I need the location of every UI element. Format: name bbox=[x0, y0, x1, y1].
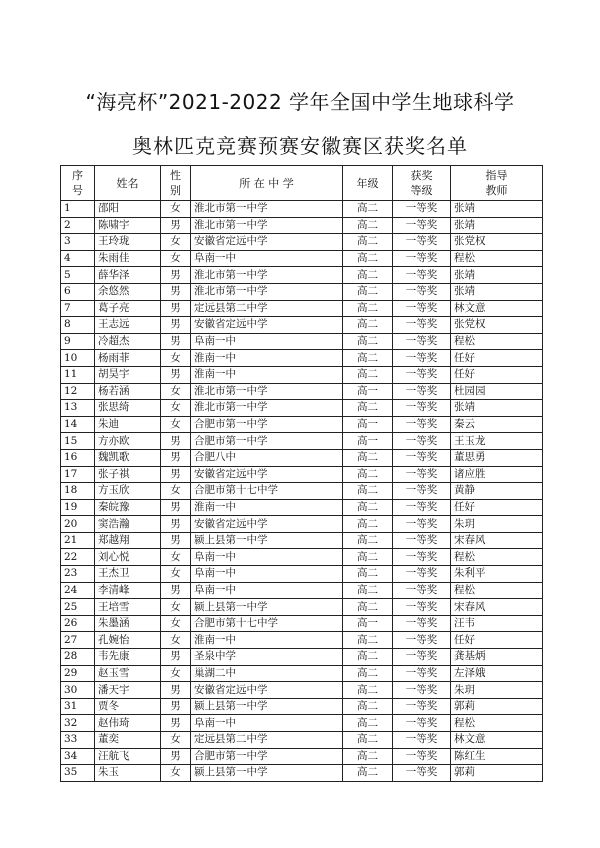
cell-index: 33 bbox=[61, 732, 95, 749]
cell-teacher: 任好 bbox=[451, 366, 543, 383]
table-row bbox=[61, 234, 543, 251]
cell-teacher: 王玉龙 bbox=[451, 433, 543, 450]
cell-gender: 男 bbox=[161, 267, 191, 284]
cell-name: 冷超杰 bbox=[95, 333, 161, 350]
table-row bbox=[61, 715, 543, 732]
cell-name: 朱雨佳 bbox=[95, 250, 161, 267]
cell-gender: 男 bbox=[161, 698, 191, 715]
cell-name: 王培雪 bbox=[95, 599, 161, 616]
cell-teacher: 宋春风 bbox=[451, 532, 543, 549]
cell-name: 王玲珑 bbox=[95, 234, 161, 251]
cell-teacher: 任好 bbox=[451, 499, 543, 516]
cell-school: 合肥市第一中学 bbox=[191, 416, 343, 433]
cell-index: 16 bbox=[61, 449, 95, 466]
cell-school: 合肥市第十七中学 bbox=[191, 615, 343, 632]
cell-school: 颍上县第一中学 bbox=[191, 532, 343, 549]
cell-name: 朱玉 bbox=[95, 765, 161, 782]
cell-grade: 高二 bbox=[343, 582, 393, 599]
document-title-line-1: “海亮杯”2021-2022 学年全国中学生地球科学 bbox=[85, 90, 515, 114]
cell-teacher: 程松 bbox=[451, 715, 543, 732]
cell-award: 一等奖 bbox=[393, 499, 451, 516]
cell-index: 25 bbox=[61, 599, 95, 616]
table-row bbox=[61, 483, 543, 500]
cell-index: 8 bbox=[61, 317, 95, 334]
cell-name: 董奕 bbox=[95, 732, 161, 749]
cell-index: 5 bbox=[61, 267, 95, 284]
cell-school: 安徽省定远中学 bbox=[191, 682, 343, 699]
cell-gender: 女 bbox=[161, 383, 191, 400]
cell-name: 杨雨菲 bbox=[95, 350, 161, 367]
cell-gender: 女 bbox=[161, 350, 191, 367]
cell-grade: 高二 bbox=[343, 201, 393, 218]
cell-award: 一等奖 bbox=[393, 582, 451, 599]
cell-award: 一等奖 bbox=[393, 234, 451, 251]
table-row bbox=[61, 250, 543, 267]
cell-grade: 高二 bbox=[343, 234, 393, 251]
cell-name: 孔婉怡 bbox=[95, 632, 161, 649]
table-row bbox=[61, 632, 543, 649]
cell-gender: 男 bbox=[161, 748, 191, 765]
cell-school: 淮北市第一中学 bbox=[191, 400, 343, 417]
cell-teacher: 陈红生 bbox=[451, 748, 543, 765]
cell-teacher: 林文意 bbox=[451, 300, 543, 317]
table-row bbox=[61, 516, 543, 533]
cell-name: 方玉欣 bbox=[95, 483, 161, 500]
cell-teacher: 黄静 bbox=[451, 483, 543, 500]
cell-school: 定远县第二中学 bbox=[191, 300, 343, 317]
table-row bbox=[61, 682, 543, 699]
cell-teacher: 宋春风 bbox=[451, 599, 543, 616]
cell-teacher: 程松 bbox=[451, 582, 543, 599]
table-row bbox=[61, 732, 543, 749]
cell-grade: 高二 bbox=[343, 400, 393, 417]
cell-name: 邵阳 bbox=[95, 201, 161, 218]
cell-name: 窦浩瀚 bbox=[95, 516, 161, 533]
cell-gender: 女 bbox=[161, 483, 191, 500]
cell-grade: 高二 bbox=[343, 765, 393, 782]
cell-award: 一等奖 bbox=[393, 300, 451, 317]
cell-index: 14 bbox=[61, 416, 95, 433]
cell-school: 安徽省定远中学 bbox=[191, 466, 343, 483]
cell-school: 阜南一中 bbox=[191, 582, 343, 599]
cell-index: 10 bbox=[61, 350, 95, 367]
cell-index: 1 bbox=[61, 201, 95, 218]
cell-school: 淮南一中 bbox=[191, 632, 343, 649]
cell-grade: 高二 bbox=[343, 449, 393, 466]
cell-name: 潘天宇 bbox=[95, 682, 161, 699]
cell-teacher: 朱利平 bbox=[451, 566, 543, 583]
cell-gender: 男 bbox=[161, 682, 191, 699]
cell-index: 3 bbox=[61, 234, 95, 251]
cell-teacher: 任好 bbox=[451, 350, 543, 367]
cell-award: 一等奖 bbox=[393, 532, 451, 549]
cell-gender: 男 bbox=[161, 466, 191, 483]
table-row bbox=[61, 416, 543, 433]
cell-grade: 高二 bbox=[343, 649, 393, 666]
cell-grade: 高二 bbox=[343, 698, 393, 715]
cell-gender: 女 bbox=[161, 665, 191, 682]
cell-grade: 高二 bbox=[343, 250, 393, 267]
cell-name: 贾冬 bbox=[95, 698, 161, 715]
header-teacher: 指导 教师 bbox=[451, 166, 543, 201]
cell-name: 方亦欧 bbox=[95, 433, 161, 450]
cell-grade: 高二 bbox=[343, 516, 393, 533]
cell-gender: 男 bbox=[161, 649, 191, 666]
cell-name: 秦皖豫 bbox=[95, 499, 161, 516]
cell-school: 巢湖二中 bbox=[191, 665, 343, 682]
cell-school: 颍上县第一中学 bbox=[191, 599, 343, 616]
cell-name: 陈啸宇 bbox=[95, 217, 161, 234]
table-row bbox=[61, 201, 543, 218]
cell-teacher: 秦云 bbox=[451, 416, 543, 433]
cell-school: 合肥市第十七中学 bbox=[191, 483, 343, 500]
table-row bbox=[61, 333, 543, 350]
cell-index: 13 bbox=[61, 400, 95, 417]
cell-grade: 高二 bbox=[343, 283, 393, 300]
cell-award: 一等奖 bbox=[393, 549, 451, 566]
cell-name: 余悠然 bbox=[95, 283, 161, 300]
table-row bbox=[61, 665, 543, 682]
cell-award: 一等奖 bbox=[393, 350, 451, 367]
cell-name: 朱迪 bbox=[95, 416, 161, 433]
table-row bbox=[61, 466, 543, 483]
table-row bbox=[61, 615, 543, 632]
cell-gender: 女 bbox=[161, 201, 191, 218]
cell-school: 淮北市第一中学 bbox=[191, 383, 343, 400]
table-row bbox=[61, 400, 543, 417]
table-row bbox=[61, 350, 543, 367]
cell-gender: 男 bbox=[161, 300, 191, 317]
table-row bbox=[61, 698, 543, 715]
cell-grade: 高二 bbox=[343, 549, 393, 566]
table-row bbox=[61, 599, 543, 616]
cell-grade: 高二 bbox=[343, 682, 393, 699]
cell-grade: 高二 bbox=[343, 748, 393, 765]
cell-award: 一等奖 bbox=[393, 449, 451, 466]
cell-school: 淮北市第一中学 bbox=[191, 217, 343, 234]
cell-grade: 高二 bbox=[343, 333, 393, 350]
cell-teacher: 程松 bbox=[451, 549, 543, 566]
cell-gender: 男 bbox=[161, 433, 191, 450]
cell-award: 一等奖 bbox=[393, 383, 451, 400]
cell-grade: 高二 bbox=[343, 632, 393, 649]
cell-grade: 高二 bbox=[343, 317, 393, 334]
cell-index: 30 bbox=[61, 682, 95, 699]
cell-school: 淮北市第一中学 bbox=[191, 201, 343, 218]
cell-teacher: 董思勇 bbox=[451, 449, 543, 466]
cell-grade: 高二 bbox=[343, 665, 393, 682]
cell-award: 一等奖 bbox=[393, 483, 451, 500]
cell-grade: 高二 bbox=[343, 532, 393, 549]
cell-gender: 男 bbox=[161, 499, 191, 516]
cell-school: 安徽省定远中学 bbox=[191, 234, 343, 251]
cell-award: 一等奖 bbox=[393, 632, 451, 649]
cell-school: 颍上县第一中学 bbox=[191, 765, 343, 782]
header-index: 序 号 bbox=[61, 166, 95, 201]
cell-name: 李清峰 bbox=[95, 582, 161, 599]
cell-index: 18 bbox=[61, 483, 95, 500]
cell-grade: 高一 bbox=[343, 383, 393, 400]
cell-award: 一等奖 bbox=[393, 466, 451, 483]
cell-teacher: 张靖 bbox=[451, 400, 543, 417]
cell-school: 定远县第二中学 bbox=[191, 732, 343, 749]
cell-index: 2 bbox=[61, 217, 95, 234]
cell-teacher: 龚基炳 bbox=[451, 649, 543, 666]
cell-school: 阜南一中 bbox=[191, 549, 343, 566]
cell-name: 赵玉雪 bbox=[95, 665, 161, 682]
cell-teacher: 张靖 bbox=[451, 283, 543, 300]
cell-school: 圣泉中学 bbox=[191, 649, 343, 666]
cell-name: 韦先康 bbox=[95, 649, 161, 666]
cell-index: 22 bbox=[61, 549, 95, 566]
cell-index: 24 bbox=[61, 582, 95, 599]
cell-school: 合肥八中 bbox=[191, 449, 343, 466]
table-row bbox=[61, 748, 543, 765]
cell-award: 一等奖 bbox=[393, 217, 451, 234]
award-list-table bbox=[60, 165, 543, 782]
cell-gender: 男 bbox=[161, 532, 191, 549]
table-row bbox=[61, 649, 543, 666]
cell-award: 一等奖 bbox=[393, 715, 451, 732]
cell-school: 阜南一中 bbox=[191, 333, 343, 350]
table-row bbox=[61, 317, 543, 334]
cell-name: 张思绮 bbox=[95, 400, 161, 417]
cell-grade: 高二 bbox=[343, 217, 393, 234]
table-row bbox=[61, 217, 543, 234]
cell-award: 一等奖 bbox=[393, 333, 451, 350]
cell-index: 20 bbox=[61, 516, 95, 533]
cell-index: 4 bbox=[61, 250, 95, 267]
cell-name: 郑越翔 bbox=[95, 532, 161, 549]
table-body bbox=[61, 201, 543, 782]
header-award: 获奖 等级 bbox=[393, 166, 451, 201]
cell-school: 淮北市第一中学 bbox=[191, 283, 343, 300]
cell-school: 合肥市第一中学 bbox=[191, 433, 343, 450]
cell-award: 一等奖 bbox=[393, 698, 451, 715]
cell-award: 一等奖 bbox=[393, 615, 451, 632]
cell-name: 汪航飞 bbox=[95, 748, 161, 765]
cell-gender: 男 bbox=[161, 366, 191, 383]
table-row bbox=[61, 765, 543, 782]
cell-gender: 女 bbox=[161, 400, 191, 417]
cell-award: 一等奖 bbox=[393, 201, 451, 218]
cell-gender: 男 bbox=[161, 715, 191, 732]
cell-name: 刘心悦 bbox=[95, 549, 161, 566]
cell-index: 19 bbox=[61, 499, 95, 516]
cell-grade: 高二 bbox=[343, 466, 393, 483]
cell-name: 赵伟琦 bbox=[95, 715, 161, 732]
cell-name: 胡昊宇 bbox=[95, 366, 161, 383]
cell-grade: 高二 bbox=[343, 483, 393, 500]
cell-index: 31 bbox=[61, 698, 95, 715]
cell-grade: 高二 bbox=[343, 499, 393, 516]
cell-teacher: 朱玥 bbox=[451, 682, 543, 699]
cell-teacher: 程松 bbox=[451, 333, 543, 350]
cell-teacher: 郭莉 bbox=[451, 765, 543, 782]
cell-teacher: 杜园园 bbox=[451, 383, 543, 400]
cell-award: 一等奖 bbox=[393, 599, 451, 616]
cell-award: 一等奖 bbox=[393, 682, 451, 699]
table-row bbox=[61, 499, 543, 516]
cell-name: 薛华泽 bbox=[95, 267, 161, 284]
table-row bbox=[61, 566, 543, 583]
cell-award: 一等奖 bbox=[393, 317, 451, 334]
cell-index: 35 bbox=[61, 765, 95, 782]
cell-gender: 女 bbox=[161, 765, 191, 782]
cell-school: 颍上县第一中学 bbox=[191, 698, 343, 715]
cell-teacher: 张党权 bbox=[451, 317, 543, 334]
cell-award: 一等奖 bbox=[393, 566, 451, 583]
cell-award: 一等奖 bbox=[393, 765, 451, 782]
table-header-row bbox=[61, 166, 543, 201]
cell-gender: 女 bbox=[161, 632, 191, 649]
cell-award: 一等奖 bbox=[393, 433, 451, 450]
cell-teacher: 左泽娥 bbox=[451, 665, 543, 682]
table-row bbox=[61, 283, 543, 300]
cell-award: 一等奖 bbox=[393, 416, 451, 433]
table-row bbox=[61, 582, 543, 599]
cell-grade: 高二 bbox=[343, 300, 393, 317]
cell-gender: 男 bbox=[161, 217, 191, 234]
cell-school: 阜南一中 bbox=[191, 250, 343, 267]
cell-index: 9 bbox=[61, 333, 95, 350]
cell-grade: 高二 bbox=[343, 566, 393, 583]
cell-award: 一等奖 bbox=[393, 283, 451, 300]
cell-grade: 高二 bbox=[343, 732, 393, 749]
cell-index: 23 bbox=[61, 566, 95, 583]
table-row bbox=[61, 433, 543, 450]
cell-school: 合肥市第一中学 bbox=[191, 748, 343, 765]
cell-index: 17 bbox=[61, 466, 95, 483]
cell-grade: 高二 bbox=[343, 366, 393, 383]
cell-name: 王志远 bbox=[95, 317, 161, 334]
cell-award: 一等奖 bbox=[393, 748, 451, 765]
cell-grade: 高二 bbox=[343, 599, 393, 616]
header-grade: 年级 bbox=[343, 166, 393, 201]
cell-index: 26 bbox=[61, 615, 95, 632]
cell-school: 阜南一中 bbox=[191, 715, 343, 732]
document-title-line-2: 奥林匹克竞赛预赛安徽赛区获奖名单 bbox=[132, 134, 468, 158]
cell-gender: 女 bbox=[161, 234, 191, 251]
cell-teacher: 张党权 bbox=[451, 234, 543, 251]
table-row bbox=[61, 532, 543, 549]
cell-gender: 男 bbox=[161, 516, 191, 533]
cell-award: 一等奖 bbox=[393, 665, 451, 682]
cell-index: 6 bbox=[61, 283, 95, 300]
table-row bbox=[61, 449, 543, 466]
cell-gender: 女 bbox=[161, 599, 191, 616]
header-gender: 性 别 bbox=[161, 166, 191, 201]
cell-gender: 男 bbox=[161, 317, 191, 334]
cell-gender: 男 bbox=[161, 283, 191, 300]
cell-name: 杨若涵 bbox=[95, 383, 161, 400]
cell-gender: 男 bbox=[161, 582, 191, 599]
cell-teacher: 张靖 bbox=[451, 267, 543, 284]
cell-index: 15 bbox=[61, 433, 95, 450]
cell-teacher: 郭莉 bbox=[451, 698, 543, 715]
cell-gender: 男 bbox=[161, 449, 191, 466]
cell-name: 王杰卫 bbox=[95, 566, 161, 583]
table-row bbox=[61, 383, 543, 400]
cell-gender: 男 bbox=[161, 333, 191, 350]
cell-award: 一等奖 bbox=[393, 267, 451, 284]
table-row bbox=[61, 267, 543, 284]
table-row bbox=[61, 366, 543, 383]
cell-grade: 高二 bbox=[343, 715, 393, 732]
cell-gender: 女 bbox=[161, 566, 191, 583]
cell-index: 28 bbox=[61, 649, 95, 666]
cell-teacher: 林文意 bbox=[451, 732, 543, 749]
cell-award: 一等奖 bbox=[393, 516, 451, 533]
cell-name: 魏凯歌 bbox=[95, 449, 161, 466]
cell-index: 27 bbox=[61, 632, 95, 649]
cell-index: 21 bbox=[61, 532, 95, 549]
cell-grade: 高二 bbox=[343, 350, 393, 367]
cell-grade: 高二 bbox=[343, 267, 393, 284]
cell-school: 淮南一中 bbox=[191, 499, 343, 516]
cell-teacher: 诸应胜 bbox=[451, 466, 543, 483]
cell-school: 阜南一中 bbox=[191, 566, 343, 583]
cell-school: 淮北市第一中学 bbox=[191, 267, 343, 284]
cell-grade: 高一 bbox=[343, 433, 393, 450]
cell-gender: 女 bbox=[161, 549, 191, 566]
cell-teacher: 朱玥 bbox=[451, 516, 543, 533]
cell-index: 7 bbox=[61, 300, 95, 317]
cell-teacher: 张靖 bbox=[451, 217, 543, 234]
cell-award: 一等奖 bbox=[393, 732, 451, 749]
cell-gender: 女 bbox=[161, 732, 191, 749]
header-name: 姓名 bbox=[95, 166, 161, 201]
cell-grade: 高一 bbox=[343, 416, 393, 433]
cell-index: 12 bbox=[61, 383, 95, 400]
cell-gender: 女 bbox=[161, 250, 191, 267]
cell-gender: 女 bbox=[161, 416, 191, 433]
cell-award: 一等奖 bbox=[393, 649, 451, 666]
cell-gender: 女 bbox=[161, 615, 191, 632]
table-row bbox=[61, 549, 543, 566]
cell-school: 淮南一中 bbox=[191, 350, 343, 367]
cell-name: 张子祺 bbox=[95, 466, 161, 483]
cell-teacher: 程松 bbox=[451, 250, 543, 267]
cell-index: 11 bbox=[61, 366, 95, 383]
cell-school: 淮南一中 bbox=[191, 366, 343, 383]
cell-school: 安徽省定远中学 bbox=[191, 317, 343, 334]
table-row bbox=[61, 300, 543, 317]
header-school: 所 在 中 学 bbox=[191, 166, 343, 201]
cell-teacher: 张靖 bbox=[451, 201, 543, 218]
cell-school: 安徽省定远中学 bbox=[191, 516, 343, 533]
cell-award: 一等奖 bbox=[393, 250, 451, 267]
cell-index: 34 bbox=[61, 748, 95, 765]
cell-award: 一等奖 bbox=[393, 366, 451, 383]
cell-name: 葛子亮 bbox=[95, 300, 161, 317]
cell-index: 29 bbox=[61, 665, 95, 682]
cell-index: 32 bbox=[61, 715, 95, 732]
cell-name: 朱墨涵 bbox=[95, 615, 161, 632]
cell-grade: 高一 bbox=[343, 615, 393, 632]
cell-teacher: 任好 bbox=[451, 632, 543, 649]
cell-award: 一等奖 bbox=[393, 400, 451, 417]
cell-teacher: 汪韦 bbox=[451, 615, 543, 632]
